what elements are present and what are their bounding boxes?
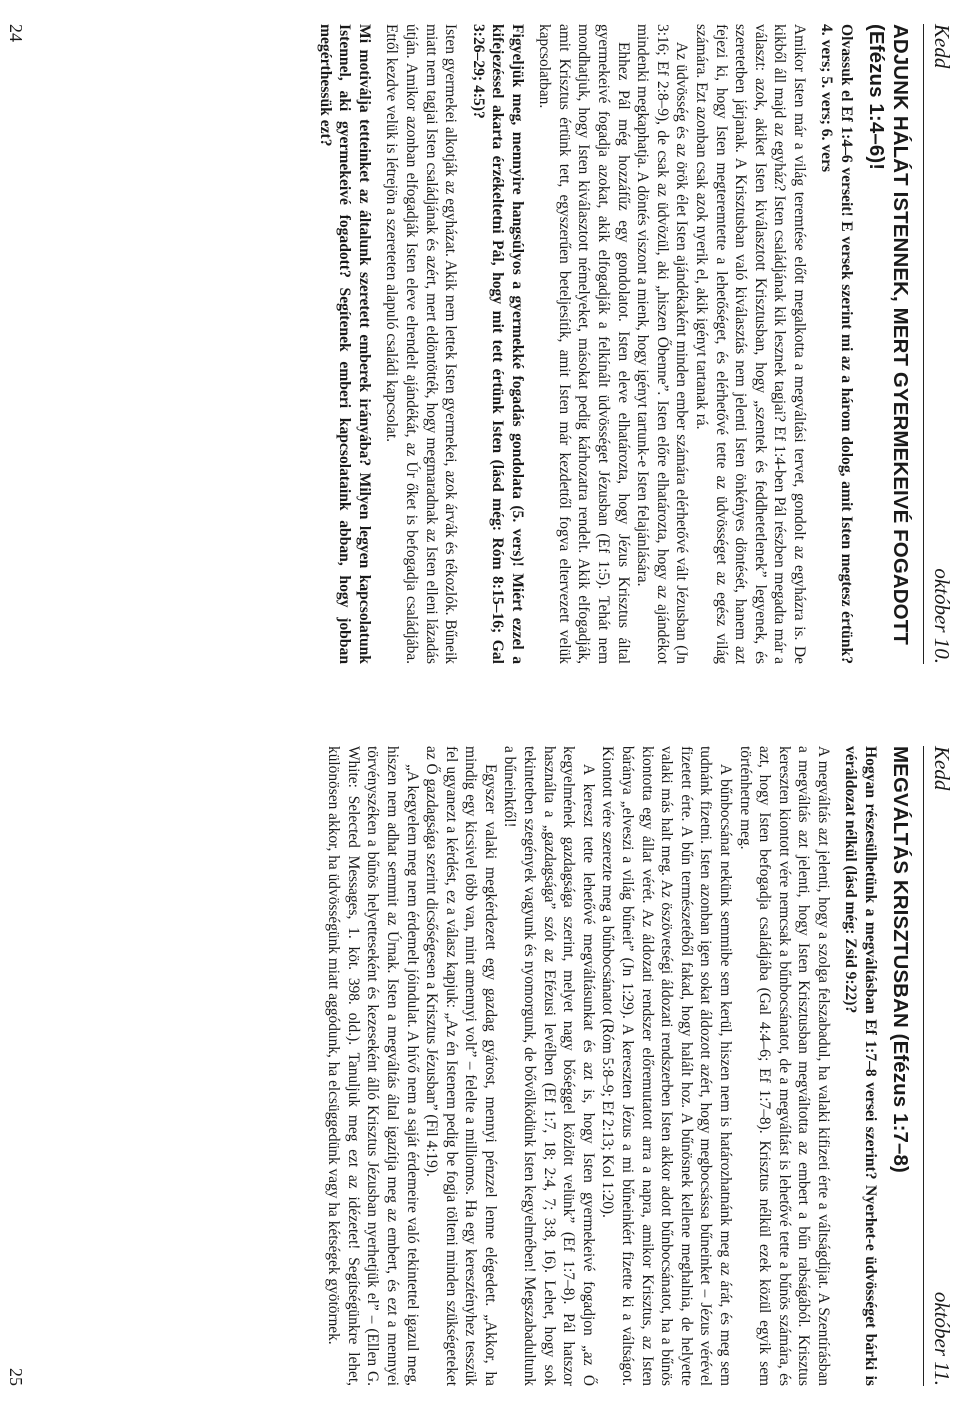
header-date: október 11.	[930, 1291, 954, 1386]
quote-paragraph: „A kegyelem meg nem érdemelt jóindulat. A hívő nem a saját érdemeire való tekintettel igazul meg, hiszen nem adhat semmit az Úrnak. Isten a megváltás által igazítja meg az embert, és ezt a mennyei törvényszéken a bűnös helyetteseként és kezeseként álló Krisztus Jézusban nyerhetjük el” – (Ellen G. White: Selected Messages, 1. köt. 398. old.). Tanuljuk meg ezt az idézetet! Segítségünkre lehet, különösen akkor, ha üdvösségünk miatt aggódunk, ha elcsüggedünk vagy ha kétségek gyötörnek.	[325, 746, 421, 1386]
paragraph: Egyszer valaki megkérdezett egy gazdag gyárost, mennyi pénzzel lenne elégedett. „Akkor, ha mindig egy kicsivel több van, mint amennyi volt” – felelte a milliomos. Ha egy keresztényhez tesszük fel ugyanezt a kérdést, ez a válasz kapjuk: „Az én Istenem pedig be fogja tölteni minden szükségeteket az Ő gazdagsága szerint dicsőségesen a Krisztus Jézusban” (Fil 4:19).	[423, 746, 499, 1386]
paragraph: A bűnbocsánat nekünk semmibe sem kerül, hiszen nem is határozhatnánk meg az árát, és meg sem tudnánk fizetni. Isten azonban igen sokat áldozott azért, hogy megbocsássa bűneinket – Jézus vérével fizetett érte. A bűn természetéből fakad, hogy halált hoz. A bűnösnek kellene meghalnia, de helyette valaki más halt meg. Az öszövetségi áldozati rendszerben Isten akkor adott bűnbocsánatot, ha a bűnös kiontotta egy állat vérét. Az áldozati rendszer előremutatott arra a napra, amikor Krisztus, az Isten báránya „elveszi a világ bűneit” (Jn 1:29). A kereszten Jézus a mi bűneinkért fizette ki a váltságot. Kiontott vére szerezte meg a bűnbocsánatot (Róm 5:8–9; Ef 2:13; Kol 1:20).	[599, 746, 735, 1386]
paragraph: A kereszt tette lehetővé megváltásunkat és azt is, hogy Isten gyermekeivé fogadjon „az Ő kegyelmének gazdagsága szerint, melyet nagy bőséggel közlött velünk” (Ef 1:7–8). Pál hatszor használta a „gazdagsága” szót az Efézusi levélben (Ef 1:7, 18; 2:4, 7; 3:8, 16). Lehet, hogy sok tekintetben szegények vagyunk és nyomorgunk, de bővölködünk Isten kegyelmében! Megszabadultunk a bűneinktől!	[501, 746, 597, 1386]
paragraph: Az üdvösség és az örök élet Isten ajándékaként minden ember számára elérhetővé vált Jézusban (Jn 3:16; Ef 2:8–9), de csak az üdvözül, aki „hiszen Őbenne”. Isten előre elhatározta, hogy az ajándékot mindenki megkaphatja. A döntés viszont a mienk, hogy igényt tartunk-e Isten felajánlására.	[634, 24, 691, 664]
paragraph: Isten gyermekei alkotják az egyházat. Akik nem lettek Isten gyermekei, azok árvák és tékozlók. Bűneik miatt nem tagjai Isten családjának és azért, mert eldöntötték, hogy megmaradnak az Isten elleni lázadás útján. Amikor azonban elfogadják Isten eleve elrendelt ajándékát, az Úr őket is befogadja családjába. Ettől kezdve velük is létrejön a szereteten alapuló családi kapcsolat.	[383, 24, 460, 664]
running-header	[923, 24, 958, 664]
page-number: 25	[6, 1368, 26, 1386]
paragraph: Ehhez Pál még hozzáfűz egy gondolatot. Isten eleve elhatározta, hogy Jézus Krisztus által gyermekeivé fogadja azokat, akik elfogadják a felkínált üdvösséget Jézusban (Ef 1:5). Tehát nem mondhatjuk, hogy Isten kiválasztott némelyeket, másokat pedig kárhozatra rendelt. Akik elfogadják, amit Krisztus értünk tett, egyszerűen beteljesítik, amit Isten már kezdettől fogva eltervezett velük kapcsolatban.	[536, 24, 632, 664]
running-header	[923, 746, 958, 1386]
header-day: Kedd	[930, 746, 954, 791]
paragraph: A megváltás azt jelenti, hogy a szolga felszabadul, ha valaki kifizeti érte a váltságdíjat. A Szentírásban a megváltás azt jelenti, hogy Isten Krisztusban megváltotta az embert a bűn rabságából. Krisztus kereszten kiontott vére nemcsak a bűnbocsánatot, de a megváltást is lehetővé tette a bűnös számára, és azt, hogy Isten befogadja családjába (Gal 4:4–6; Ef 1:7–8). Krisztus nélkül ezek közül egyik sem történhetne meg.	[736, 746, 832, 1386]
left-page	[0, 24, 960, 664]
header-date: október 10.	[930, 568, 954, 664]
reading-prompt: Hogyan részesülhetünk a megváltásban Ef 1:7–8 versei szerint? Nyerhet-e üdvösséget bárki is véráldozat nélkül (lásd még: Zsid 9:22)?	[842, 746, 879, 1386]
lesson-title: ADJUNK HÁLÁT ISTENNEK, MERT GYERMEKEIVÉ FOGADOTT (Efézus 1:4–6)!	[865, 24, 912, 645]
page-content	[307, 24, 912, 664]
header-day: Kedd	[930, 24, 954, 69]
study-question: Figyeljük meg, mennyire hangsúlyos a gyermekké fogadás gondolata (5. vers)! Miért ezzel a kifejezéssel akarta érzékeltetni Pál, hogy mit tett értünk Isten (lásd még: Róm 8:15–16; Gal 3:26–29; 4:5)?	[469, 24, 526, 664]
reading-prompt: Olvassuk el Ef 1:4–6 verseit! E versek szerint mi az a három dolog, amit Isten megtesz értünk? 4. vers; 5. vers; 6. vers	[818, 24, 855, 664]
right-page	[0, 746, 960, 1386]
page-number: 24	[6, 24, 26, 42]
paragraph: Amikor Isten már a világ teremtése előtt megalkotta a megváltási tervet, gondolt az egyházra is. De kikből áll majd az egyház? Isten családjának kik lesznek tagjai? Ef 1:4-ben Pál részben megadta már a választ: azok, akiket Isten kiválasztott Krisztusban, hogy „szentek és feddhetetlenek” legyenek, és szeretetben járjanak. A Krisztusban való kiválasztás nem jelenti Isten önkényes döntését, hanem azt fejezi ki, hogy Isten megteremtette a lehetőséget, és elérhetővé tette az üdvösséget az egész világ számára. Ezt azonban csak azok nyerik el, akik igényt tartanak rá.	[693, 24, 808, 664]
page-content	[324, 746, 912, 1386]
lesson-title: MEGVÁLTÁS KRISZTUSBAN (Efézus 1:7–8)	[889, 746, 912, 1173]
reflection-question: Mi motiválja tetteinket az általunk szeretett emberek irányába? Milyen legyen kapcsolatunk Istennel, aki gyermekeivé fogadott? Segítenek emberi kapcsolataink abban, hogy jobban megérthessük ezt?	[316, 24, 373, 664]
